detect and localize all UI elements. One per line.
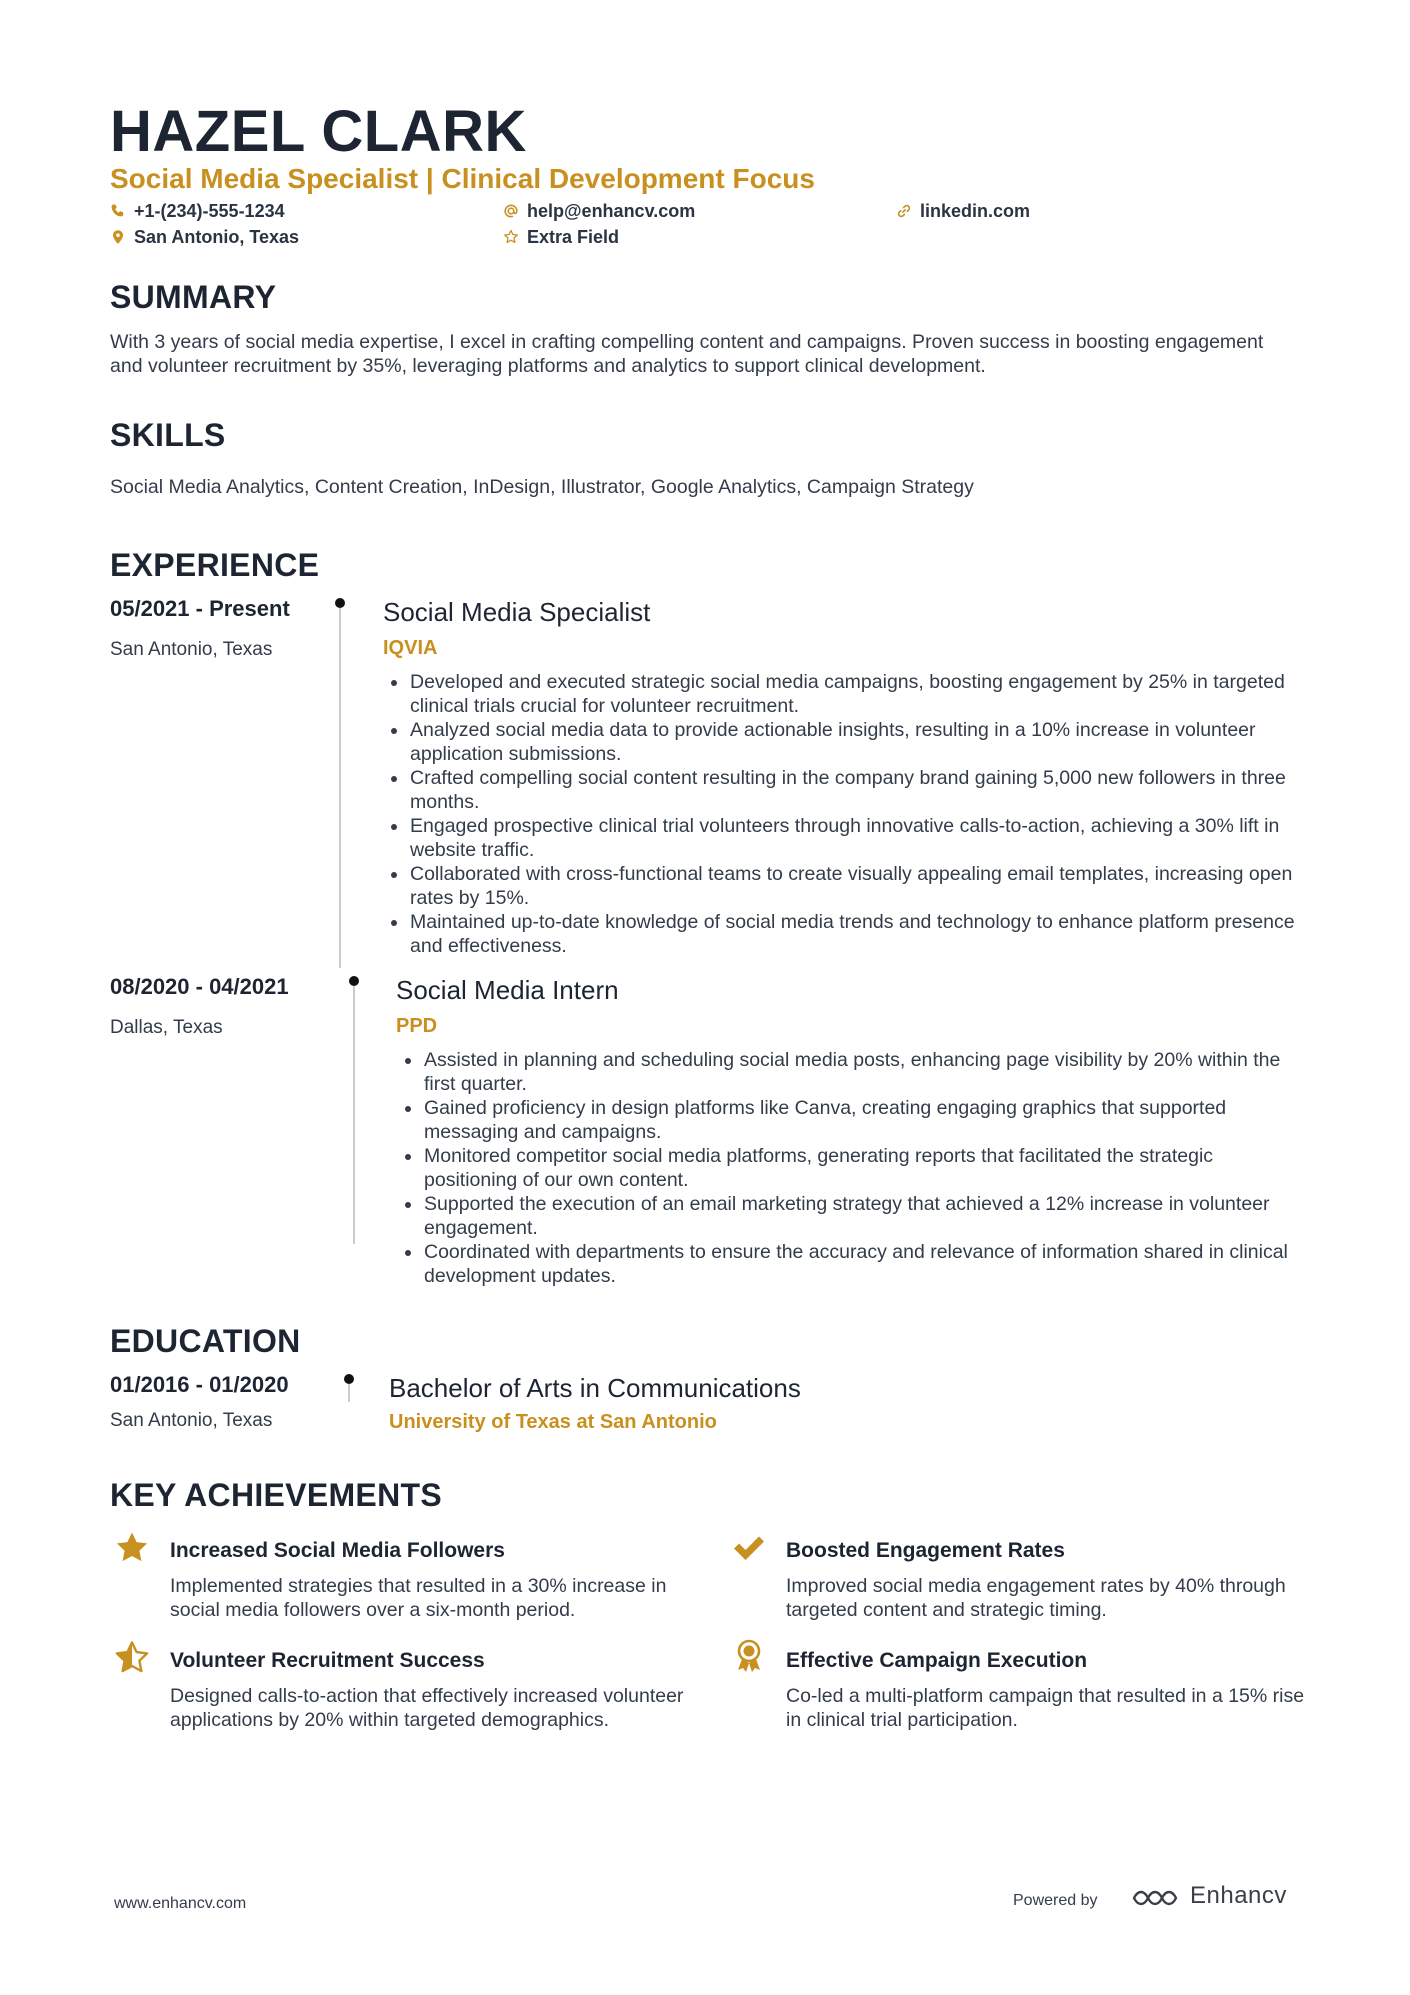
phone-text: +1-(234)-555-1234 — [134, 201, 285, 221]
job-company: IQVIA — [383, 637, 438, 659]
star-icon — [114, 1530, 150, 1566]
job-title: Social Media Specialist — [383, 597, 651, 627]
timeline-line — [348, 1384, 350, 1402]
job-bullets — [382, 670, 1302, 958]
link-icon — [896, 203, 912, 219]
summary-heading: SUMMARY — [110, 279, 277, 315]
job-bullets — [396, 1048, 1306, 1288]
checkmark-icon — [731, 1530, 767, 1566]
contact-extra — [503, 226, 619, 248]
skills-text: Social Media Analytics, Content Creation, InDesign, Illustrator, Google Analytics, Campaign Strategy — [110, 476, 974, 498]
email-text[interactable]: help@enhancv.com — [527, 201, 696, 221]
contact-location — [110, 226, 299, 248]
timeline-line — [339, 608, 341, 968]
footer-website[interactable]: www.enhancv.com — [114, 1895, 247, 1912]
skills-heading: SKILLS — [110, 417, 226, 453]
school-name: University of Texas at San Antonio — [389, 1411, 717, 1433]
timeline-dot — [335, 598, 345, 608]
list-item: Gained proficiency in design platforms like Canva, creating engaging graphics that supported messaging and campaigns. — [396, 1096, 1306, 1144]
candidate-title: Social Media Specialist | Clinical Development Focus — [110, 163, 815, 194]
job-title: Social Media Intern — [396, 975, 619, 1005]
list-item: Analyzed social media data to provide actionable insights, resulting in a 10% increase in volunteer application submissions. — [382, 718, 1302, 766]
list-item: Supported the execution of an email marketing strategy that achieved a 12% increase in volunteer engagement. — [396, 1192, 1306, 1240]
job-company: PPD — [396, 1015, 438, 1037]
list-item: Assisted in planning and scheduling social media posts, enhancing page visibility by 20% within the first quarter. — [396, 1048, 1306, 1096]
timeline-dot — [349, 976, 359, 986]
phone-icon — [110, 203, 126, 219]
footer-brand[interactable]: Enhancv — [1190, 1882, 1287, 1909]
degree-title: Bachelor of Arts in Communications — [389, 1373, 801, 1403]
education-location: San Antonio, Texas — [110, 1410, 273, 1431]
footer-powered-by: Powered by — [1013, 1892, 1098, 1909]
medal-icon — [731, 1638, 767, 1674]
location-text: San Antonio, Texas — [134, 227, 300, 247]
at-sign-icon — [503, 203, 519, 219]
achievement-title: Volunteer Recruitment Success — [170, 1649, 485, 1672]
achievement-description: Co-led a multi-platform campaign that resulted in a 15% rise in clinical trial participation. — [786, 1685, 1305, 1731]
job-dates: 08/2020 - 04/2021 — [110, 974, 289, 999]
timeline-line — [353, 986, 355, 1244]
achievements-heading: KEY ACHIEVEMENTS — [110, 1477, 442, 1513]
star-outline-icon — [503, 229, 519, 245]
enhancv-logo-icon — [1131, 1883, 1179, 1913]
list-item: Maintained up-to-date knowledge of social media trends and technology to enhance platform presence and effectiveness. — [382, 910, 1302, 958]
list-item: Collaborated with cross-functional teams to create visually appealing email templates, increasing open rates by 15%. — [382, 862, 1302, 910]
achievement-description: Implemented strategies that resulted in a 30% increase in social media followers over a six-month period. — [170, 1575, 667, 1621]
list-item: Coordinated with departments to ensure the accuracy and relevance of information shared in clinical development updates. — [396, 1240, 1306, 1288]
linkedin-text[interactable]: linkedin.com — [920, 201, 1031, 221]
achievement-title: Boosted Engagement Rates — [786, 1539, 1065, 1562]
extra-field-text: Extra Field — [527, 227, 620, 247]
location-pin-icon — [110, 229, 126, 245]
achievement-description: Designed calls-to-action that effectively increased volunteer applications by 20% within targeted demographics. — [170, 1685, 684, 1731]
contact-email[interactable] — [503, 200, 695, 222]
achievement-title: Increased Social Media Followers — [170, 1539, 505, 1562]
half-star-icon — [114, 1640, 150, 1676]
education-dates: 01/2016 - 01/2020 — [110, 1372, 289, 1397]
job-location: Dallas, Texas — [110, 1017, 223, 1038]
job-dates: 05/2021 - Present — [110, 596, 290, 621]
candidate-name: HAZEL CLARK — [110, 99, 527, 164]
contact-linkedin[interactable] — [896, 200, 1030, 222]
job-location: San Antonio, Texas — [110, 639, 273, 660]
timeline-dot — [344, 1374, 354, 1384]
achievement-title: Effective Campaign Execution — [786, 1649, 1088, 1672]
contact-phone — [110, 200, 285, 222]
achievement-description: Improved social media engagement rates by 40% through targeted content and strategic timing. — [786, 1575, 1286, 1621]
list-item: Developed and executed strategic social media campaigns, boosting engagement by 25% in targeted clinical trials crucial for volunteer recruitment. — [382, 670, 1302, 718]
list-item: Crafted compelling social content resulting in the company brand gaining 5,000 new followers in three months. — [382, 766, 1302, 814]
education-heading: EDUCATION — [110, 1323, 301, 1359]
list-item: Monitored competitor social media platforms, generating reports that facilitated the strategic positioning of our own content. — [396, 1144, 1306, 1192]
list-item: Engaged prospective clinical trial volunteers through innovative calls-to-action, achieving a 30% lift in website traffic. — [382, 814, 1302, 862]
summary-text: With 3 years of social media expertise, I excel in crafting compelling content and campaigns. Proven success in boosting engagement and volunteer recruitment by 35%, leveraging platforms and analytics to support clinical development. — [110, 331, 1264, 377]
experience-heading: EXPERIENCE — [110, 547, 320, 583]
